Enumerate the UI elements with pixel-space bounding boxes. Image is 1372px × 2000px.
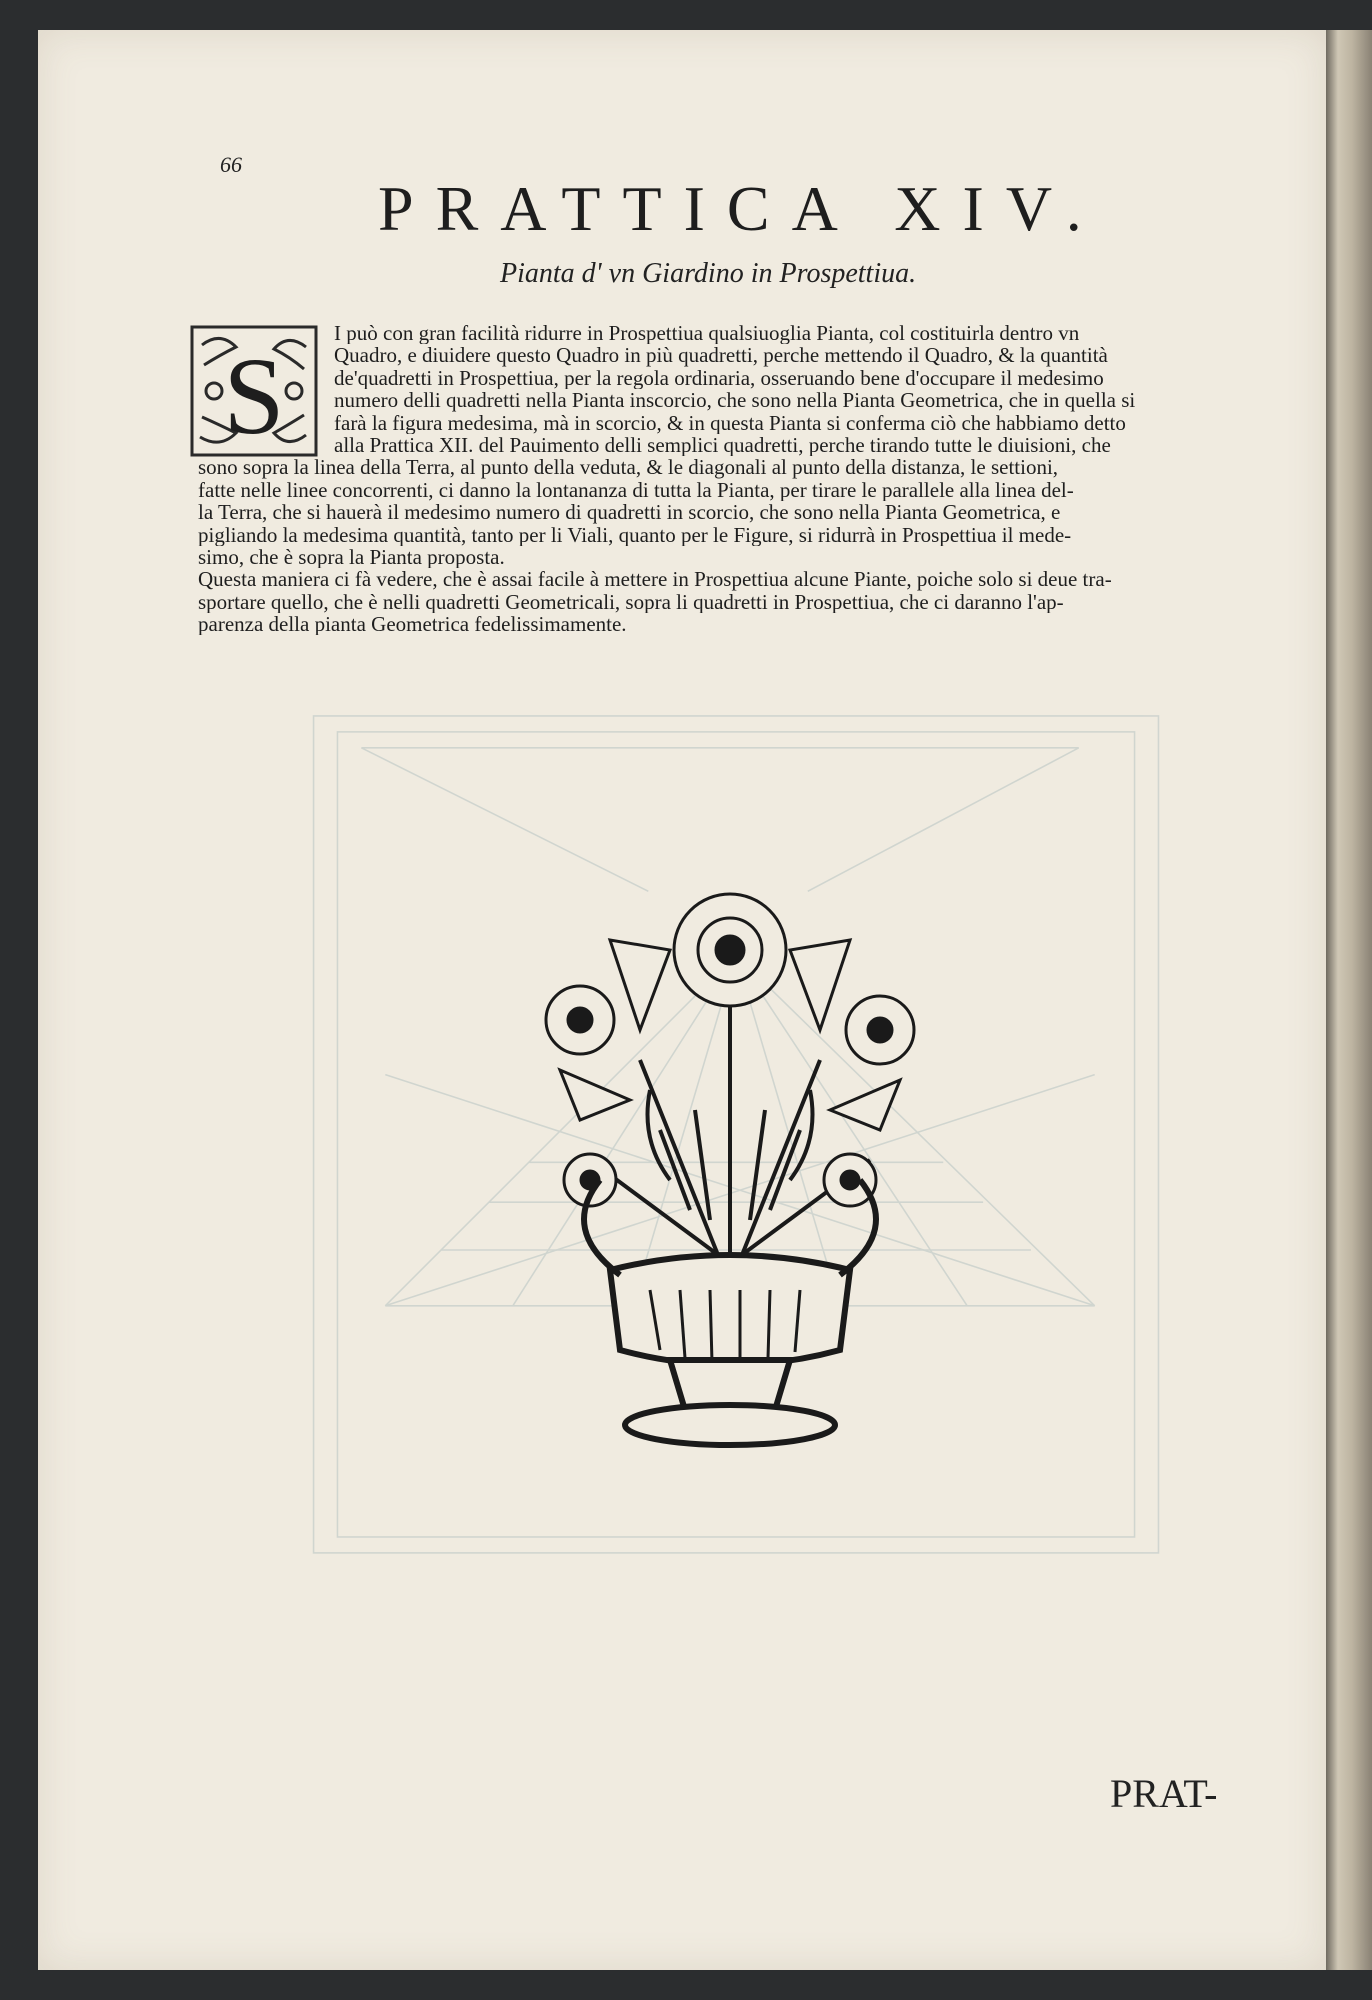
text-line: simo, che è sopra la Pianta proposta.: [198, 545, 505, 569]
text-line: de'quadretti in Prospettiua, per la regola ordinaria, osseruando bene d'occupare il medesimo: [334, 366, 1104, 390]
page-subtitle: Pianta d' vn Giardino in Prospettiua.: [500, 258, 917, 289]
catchword: PRAT-: [1110, 1771, 1218, 1816]
paragraph-2: [198, 568, 1298, 635]
text-line: alla Prattica XII. del Pauimento delli semplici quadretti, perche tirando tutte le diuisioni, che: [334, 433, 1111, 457]
body-text: [198, 322, 1298, 635]
text-line: fatte nelle linee concorrenti, ci danno la lontananza di tutta la Pianta, per tirare le parallele alla linea del-: [198, 478, 1074, 502]
text-line: numero delli quadretti nella Pianta inscorcio, che sono nella Pianta Geometrica, che in quella si: [334, 389, 1136, 412]
text-line: farà la figura medesima, mà in scorcio, & in questa Pianta si conferma ciò che habbiamo detto: [334, 411, 1126, 434]
text-line: Quadro, e diuidere questo Quadro in più quadretti, perche mettendo il Quadro, & la quantità: [334, 344, 1108, 367]
text-line: parenza della pianta Geometrica fedelissimamente.: [198, 613, 627, 636]
text-line: sportare quello, che è nelli quadretti Geometricali, sopra li quadretti in Prospettiua, che ci daranno l'ap-: [198, 590, 1064, 614]
flower-vase-woodcut: [520, 880, 940, 1460]
text-line: I può con gran facilità ridurre in Prospettiua qualsiuoglia Pianta, col costituirla dentro vn: [334, 322, 1080, 345]
page-number: 66: [220, 152, 242, 177]
drop-cap-letter: S: [223, 335, 285, 457]
paragraph-1: [198, 322, 1298, 568]
page-edge: [1326, 30, 1372, 1970]
text-line: la Terra, che si hauerà il medesimo numero di quadretti in scorcio, che sono nella Pianta Geometrica, e: [198, 501, 1061, 524]
page-title: PRATTICA XIV.: [378, 173, 1104, 244]
text-line: Questa maniera ci fà vedere, che è assai facile à mettere in Prospettiua alcune Piante, poiche solo si deue tra-: [198, 568, 1112, 591]
text-line: pigliando la medesima quantità, tanto per li Viali, quanto per le Figure, si ridurrà in Prospettiua il mede-: [198, 523, 1072, 546]
text-line: sono sopra la linea della Terra, al punto della veduta, & le diagonali al punto della distanza, le settioni,: [198, 456, 1059, 479]
